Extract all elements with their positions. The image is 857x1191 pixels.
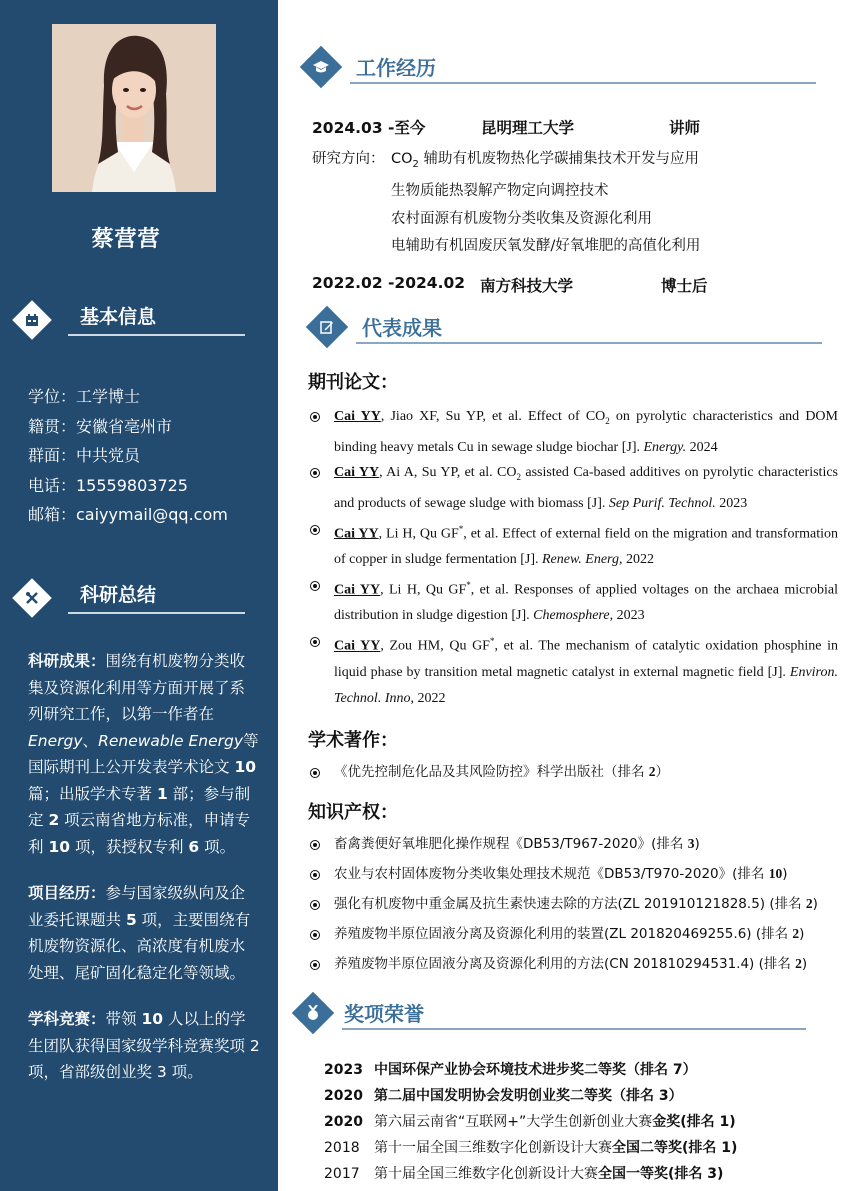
- award-item: [324, 1057, 737, 1083]
- paper-text: , et al. Effect of external field on the migration and transformation of copper in sludge fermentation [J].: [334, 526, 838, 568]
- research-item: 电辅助有机固废厌氧发酵/好氧堆肥的高值化利用: [391, 238, 701, 255]
- subscript: 2: [516, 472, 521, 483]
- papers-heading: 期刊论文：: [308, 372, 398, 393]
- ip-rank: 2: [795, 956, 802, 971]
- award-rank: (排名 3): [668, 1166, 724, 1182]
- summary-number: 10: [141, 1010, 164, 1028]
- section-title-summary: 科研总结: [80, 584, 157, 606]
- award-item: [324, 1161, 737, 1187]
- section-header-results: [306, 304, 826, 348]
- award-rank: （排名 7）: [626, 1062, 697, 1078]
- section-rule: [342, 1028, 806, 1030]
- award-rank: (排名 1): [680, 1114, 736, 1130]
- book-text: ）: [655, 764, 670, 780]
- research-item: 生物质能热裂解产物定向调控技术: [391, 183, 609, 200]
- paper-year: 2023: [715, 495, 748, 511]
- ip-text: 养殖废物半原位固液分离及资源化利用的方法(CN 201810294531.4) (排名: [334, 956, 796, 972]
- job-role: 博士后: [661, 277, 708, 295]
- summary-number: 1: [156, 784, 168, 803]
- paper-text: , Ai A, Su YP, et al. CO: [379, 465, 517, 481]
- summary-label: 项目经历：: [28, 884, 106, 902]
- summary-number: 10: [234, 758, 257, 776]
- info-degree: 学位：工学博士: [28, 387, 141, 406]
- summary-label: 学科竞赛：: [28, 1010, 106, 1028]
- ip-text: 农业与农村固体废物分类收集处理技术规范《DB53/T970-2020》(排名: [334, 866, 769, 882]
- summary-text: 参与国家级纵向及企业委托课题共: [28, 884, 246, 929]
- summary-achievements: [28, 648, 260, 860]
- paper-journal: Renew. Energ: [542, 552, 619, 568]
- bullet-icon: [310, 581, 320, 591]
- ip-text: 养殖废物半原位固液分离及资源化利用的装置(ZL 201820469255.6) (排名: [334, 926, 793, 942]
- job-role: 讲师: [669, 119, 701, 137]
- paper-author: Cai YY: [334, 465, 380, 481]
- ip-text: ): [782, 866, 788, 882]
- paper-author: Cai YY: [334, 526, 379, 542]
- ip-rank: 10: [768, 866, 783, 881]
- section-rule: [68, 612, 245, 614]
- ip-item: [308, 859, 818, 889]
- ip-rank: 2: [805, 896, 813, 911]
- ip-text: ): [799, 926, 805, 942]
- summary-competitions: [28, 1006, 260, 1086]
- paper-item: [308, 460, 838, 516]
- edit-icon: [317, 317, 337, 337]
- job-period: 2024.03 -至今: [312, 119, 426, 137]
- summary-projects: [28, 880, 260, 986]
- summary-text: 项。: [199, 837, 236, 856]
- paper-author: Cai YY: [334, 582, 381, 598]
- paper-journal: Environ. Technol. Inno: [334, 664, 838, 706]
- section-header-awards: [292, 990, 812, 1034]
- job-period: 2022.02 -2024.02: [312, 274, 466, 292]
- award-text: 第二届中国发明协会发明创业奖二等奖: [374, 1088, 612, 1104]
- summary-text: 项，获授权专利: [70, 837, 189, 856]
- paper-journal: Chemosphere: [533, 608, 610, 624]
- journal-name: Renewable Energy: [98, 731, 244, 750]
- profile-photo: [52, 24, 216, 192]
- superscript: *: [489, 636, 495, 647]
- awards-list: [324, 1057, 737, 1187]
- award-level: 全国一等奖: [598, 1166, 668, 1182]
- superscript: *: [458, 523, 464, 534]
- sidebar: [0, 0, 278, 1191]
- award-item: [324, 1109, 737, 1135]
- bullet-icon: [310, 637, 320, 647]
- paper-text: , Zou HM, Qu GF: [380, 638, 490, 654]
- bullet-icon: [310, 960, 320, 970]
- section-rule: [356, 342, 822, 344]
- summary-text: 围绕有机废物分类收集及资源化利用等方面开展了系列研究工作，以第一作者在: [28, 652, 246, 723]
- info-political: 群面：中共党员: [28, 446, 141, 465]
- paper-text: on pyrolytic characteristics and DOM binding heavy metals Cu in sewage sludge biochar [J].: [334, 409, 838, 455]
- ip-text: ): [694, 836, 700, 852]
- bullet-icon: [310, 900, 320, 910]
- bullet-icon: [310, 930, 320, 940]
- section-rule: [350, 82, 816, 84]
- award-item: [324, 1083, 737, 1109]
- summary-number: 2: [48, 811, 60, 829]
- ip-rank: 2: [792, 926, 800, 941]
- book-rank: 2: [648, 764, 656, 779]
- bullet-icon: [310, 525, 320, 535]
- book-list: [308, 757, 669, 787]
- research-summary: [28, 648, 260, 1106]
- job-organization: 昆明理工大学: [481, 119, 575, 137]
- award-year: 2018: [324, 1140, 360, 1156]
- paper-list: [308, 404, 838, 711]
- ip-item: [308, 919, 818, 949]
- ip-text: 强化有机废物中重金属及抗生素快速去除的方法(ZL 201910121828.5) (排名: [334, 896, 806, 912]
- paper-item: [308, 629, 838, 711]
- bullet-icon: [310, 768, 320, 778]
- person-name: 蔡营营: [91, 227, 161, 252]
- award-rank: (排名 1): [682, 1140, 738, 1156]
- paper-year: 2024: [686, 439, 718, 455]
- books-heading: 学术著作：: [308, 730, 398, 751]
- paper-author: Cai YY: [334, 409, 381, 424]
- award-text: 第十届全国三维数字化创新设计大赛: [374, 1166, 598, 1182]
- paper-text: assisted Ca-based additives on pyrolytic characteristics and products of sewage sludge with biomass [J].: [334, 465, 839, 511]
- award-text: 第六届云南省“互联网+”大学生创新创业大赛: [374, 1114, 653, 1130]
- basic-info-list: [28, 382, 228, 530]
- award-text: 第十一届全国三维数字化创新设计大赛: [374, 1140, 612, 1156]
- graduation-cap-icon: [311, 57, 331, 77]
- summary-text: 部；参与制定: [28, 784, 251, 829]
- research-item: [391, 146, 700, 178]
- summary-number: 6: [188, 837, 200, 856]
- summary-text: 带领: [105, 1010, 142, 1028]
- summary-text: 项云南省地方标准，申请专利: [28, 811, 251, 856]
- paper-journal: Sep Purif. Technol.: [608, 495, 716, 511]
- ip-text: 畜禽粪便好氧堆肥化操作规程《DB53/T967-2020》(排名: [334, 836, 688, 852]
- section-title-awards: 奖项荣誉: [344, 1002, 424, 1026]
- ip-heading: 知识产权：: [308, 802, 398, 823]
- paper-item: [308, 517, 838, 573]
- research-item: 农村面源有机废物分类收集及资源化利用: [391, 210, 652, 227]
- paper-text: , et al. The mechanism of catalytic oxidation phosphine in liquid phase by transition metal magnetic catalyst in external magnetic field [J].: [334, 638, 839, 680]
- research-text: 辅助有机废物热化学碳捕集技术开发与应用: [418, 151, 700, 167]
- section-header-summary: [18, 578, 258, 618]
- info-hometown: 籍贯：安徽省亳州市: [28, 416, 173, 436]
- award-level: 全国二等奖: [612, 1140, 682, 1156]
- calendar-icon: [22, 310, 42, 330]
- book-item: [308, 757, 669, 787]
- paper-year: , 2023: [609, 608, 645, 624]
- job-organization: 南方科技大学: [480, 277, 574, 295]
- section-rule: [68, 334, 245, 336]
- book-text: 《优先控制危化品及其风险防控》科学出版社（排名: [334, 764, 649, 780]
- section-title-results: 代表成果: [362, 316, 442, 340]
- research-text: CO: [391, 151, 413, 167]
- paper-text: , Li H, Qu GF: [378, 526, 459, 542]
- bullet-icon: [310, 468, 320, 478]
- paper-text: , et al. Responses of applied voltages on the archaea microbial distribution in sludge digestion [J].: [334, 582, 839, 624]
- paper-text: , Jiao XF, Su YP, et al. Effect of CO: [380, 409, 606, 424]
- ip-list: [308, 829, 818, 979]
- paper-journal: Energy.: [643, 439, 687, 455]
- ip-item: [308, 889, 818, 919]
- paper-item: [308, 404, 838, 460]
- summary-text: 人以上的学生团队获得国家级学科竞赛奖项 2 项，省部级创业奖 3 项。: [28, 1010, 260, 1081]
- bullet-icon: [310, 840, 320, 850]
- ip-item: [308, 829, 818, 859]
- summary-number: 5: [125, 910, 137, 929]
- summary-text: 等国际期刊上公开发表学术论文: [28, 731, 259, 776]
- award-item: [324, 1135, 737, 1161]
- research-list: [391, 146, 700, 261]
- paper-author: Cai YY: [334, 638, 381, 654]
- paper-item: [308, 573, 838, 629]
- paper-year: , 2022: [410, 690, 446, 706]
- award-year: 2020: [324, 1114, 363, 1130]
- bullet-icon: [310, 870, 320, 880]
- research-label: 研究方向：: [312, 151, 385, 167]
- journal-name: Energy: [28, 731, 83, 750]
- info-email: 邮箱：caiyymail@qq.com: [28, 505, 228, 524]
- award-text: 中国环保产业协会环境技术进步奖二等奖: [374, 1062, 626, 1078]
- summary-label: 科研成果：: [28, 652, 106, 670]
- tools-icon: [22, 588, 42, 608]
- paper-year: , 2022: [618, 552, 654, 568]
- summary-text: 、: [82, 731, 99, 750]
- superscript: *: [466, 580, 471, 591]
- award-rank: （排名 3）: [612, 1088, 683, 1104]
- ip-rank: 3: [687, 836, 695, 851]
- award-year: 2017: [324, 1166, 360, 1182]
- ip-text: ): [812, 896, 818, 912]
- summary-text: 篇；出版学术专著: [28, 784, 157, 803]
- section-header-work: [300, 44, 820, 88]
- info-phone: 电话：15559803725: [28, 475, 188, 495]
- section-title-work: 工作经历: [356, 56, 436, 80]
- bullet-icon: [310, 412, 320, 422]
- medal-icon: [303, 1003, 323, 1023]
- summary-text: 项，主要围绕有机废物资源化、高浓度有机废水处理、尾矿固化稳定化等领域。: [28, 910, 251, 982]
- award-year: 2020: [324, 1088, 363, 1104]
- summary-number: 10: [48, 837, 71, 856]
- subscript: 2: [605, 415, 610, 426]
- ip-text: ): [801, 956, 808, 972]
- section-title-basic: 基本信息: [80, 306, 157, 328]
- paper-text: , Li H, Qu GF: [380, 582, 467, 598]
- award-level: 金奖: [652, 1114, 681, 1130]
- subscript: 2: [412, 158, 419, 170]
- ip-item: [308, 949, 818, 979]
- award-year: 2023: [324, 1062, 363, 1078]
- section-header-basic: [18, 300, 258, 340]
